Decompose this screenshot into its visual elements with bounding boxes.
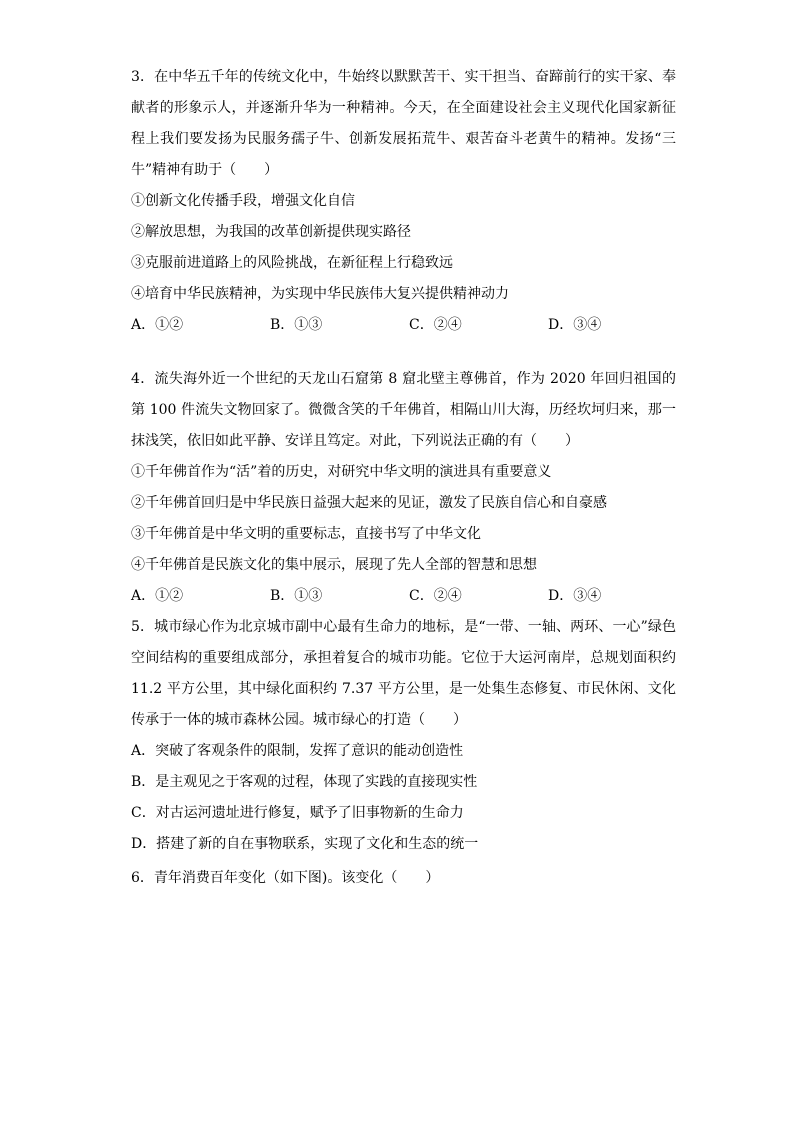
question-stem: 5．城市绿心作为北京城市副中心最有生命力的地标，是“一带、一轴、两环、一心”绿色空间结构的重要组成部分，承担着复合的城市功能。它位于大运河南岸，总规划面积约 11.2 平方公里，其中绿化面积约 7.37 平方公里，是一处集生态修复、市民休闲、文化传承于一体的城市森林公园。城市绿心的打造（ ） [131,619,676,728]
choice-d[interactable]: D．③④ [548,588,602,604]
statement-item: ①千年佛首作为“活”着的历史，对研究中华文明的演进具有重要意义 [131,464,552,480]
choice-b[interactable]: B．是主观见之于客观的过程，体现了实践的直接现实性 [131,774,478,790]
choice-c[interactable]: C．对古运河遗址进行修复，赋予了旧事物新的生命力 [131,805,464,821]
choice-b[interactable]: B．①③ [270,588,323,604]
choice-a[interactable]: A．①② [131,588,184,604]
choice-a[interactable]: A．①② [131,317,184,333]
statement-item: ④千年佛首是民族文化的集中展示，展现了先人全部的智慧和思想 [131,557,537,573]
question-4 [131,364,676,612]
choice-d[interactable]: D．搭建了新的自在事物联系，实现了文化和生态的统一 [131,836,479,852]
statement-item: ④培育中华民族精神，为实现中华民族伟大复兴提供精神动力 [131,286,509,302]
statement-item: ③克服前进道路上的风险挑战，在新征程上行稳致远 [131,255,453,271]
answer-choices [131,581,676,612]
choice-c[interactable]: C．②④ [409,588,462,604]
question-6 [131,863,676,894]
question-3 [131,62,676,341]
question-stem: 4．流失海外近一个世纪的天龙山石窟第 8 窟北壁主尊佛首，作为 2020 年回归祖国的第 100 件流失文物回家了。微微含笑的千年佛首，相隔山川大海，历经坎坷归来，那一抹浅笑，依旧如此平静、安详且笃定。对此，下列说法正确的有（ ） [131,371,676,449]
choice-a[interactable]: A．突破了客观条件的限制，发挥了意识的能动创造性 [131,743,464,759]
statement-item: ②解放思想，为我国的改革创新提供现实路径 [131,224,411,240]
question-stem: 6．青年消费百年变化（如下图)。该变化（ ） [131,870,440,886]
statement-item: ③千年佛首是中华文明的重要标志，直接书写了中华文化 [131,526,481,542]
question-stem: 3．在中华五千年的传统文化中，牛始终以默默苦干、实干担当、奋蹄前行的实干家、奉献者的形象示人，并逐渐升华为一种精神。今天，在全面建设社会主义现代化国家新征程上我们要发扬为民服务孺子牛、创新发展拓荒牛、艰苦奋斗老黄牛的精神。发扬“三牛”精神有助于（ ） [131,69,676,178]
question-5 [131,612,676,860]
choice-b[interactable]: B．①③ [270,317,323,333]
statement-item: ①创新文化传播手段，增强文化自信 [131,193,355,209]
answer-choices [131,310,676,341]
choice-d[interactable]: D．③④ [548,317,602,333]
statement-item: ②千年佛首回归是中华民族日益强大起来的见证，激发了民族自信心和自豪感 [131,495,607,511]
choice-c[interactable]: C．②④ [409,317,462,333]
